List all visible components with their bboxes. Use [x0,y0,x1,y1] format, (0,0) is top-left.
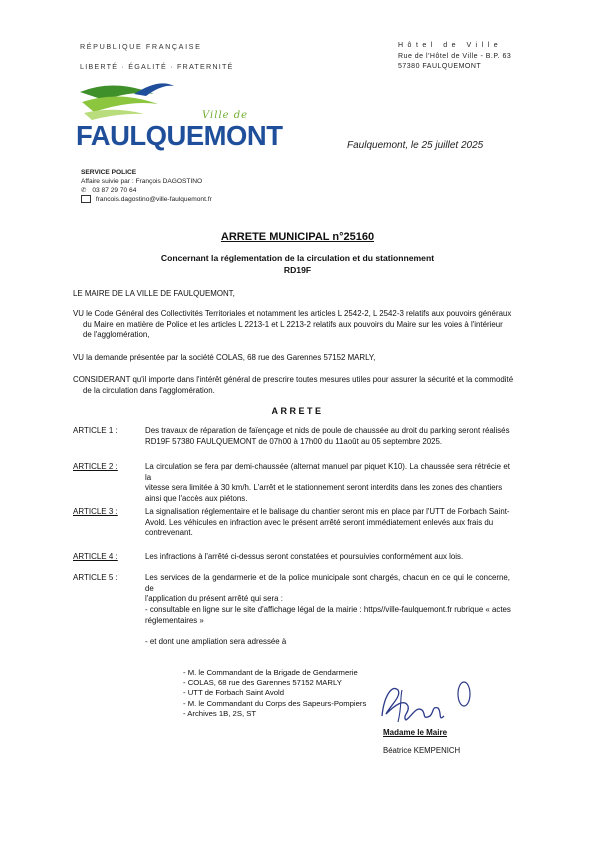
article-2-line: ainsi que l'accès aux piétons. [145,493,248,503]
article-2-label: ARTICLE 2 : [73,462,118,471]
phone-icon: ✆ [81,187,87,194]
recipient-item: - M. le Commandant de la Brigade de Gendarmerie [183,668,358,677]
article-1-label: ARTICLE 1 : [73,426,118,435]
article-5-consultation-line-2: réglementaires » [145,615,204,625]
article-4-text [145,552,510,563]
recipient-item: - COLAS, 68 rue des Garennes 57152 MARLY [183,678,342,688]
article-5-consultation-line-1: - consultable en ligne sur le site d'affichage légal de la mairie : https//ville-faulquemont.fr rubrique « actes [145,605,511,614]
logo-ville-de: Ville de [202,110,249,121]
service-phone: 03 87 29 70 64 [92,187,137,194]
article-1-line: Des travaux de réparation de faïençage et nids de poule de chaussée au droit du parking seront réalisés [145,426,510,435]
preamble-considerant-line-2: de la circulation dans l'agglomération. [83,385,215,395]
article-2-line: La circulation se fera par demi-chaussée (alternat manuel par piquet K10). La chaussée sera rétrécie et la [145,462,510,482]
article-3-line: contrevenant. [145,528,193,538]
article-3-line: La signalisation réglementaire et le balisage du chantier seront mis en place par l'UTT de Forbach Saint- [145,507,510,516]
preamble-vu-code-line-1: VU le Code Général des Collectivités Territoriales et notamment les articles L 2542-2, L 2542-3 relatifs aux pouvoirs généraux [73,309,512,318]
article-4-line: Les infractions à l'arrêté ci-dessus seront constatées et poursuivies conformément aux lois. [145,552,464,561]
arrete-heading: ARRETE [271,406,324,416]
signature-title: Madame le Maire [383,728,448,737]
republic-heading: RÉPUBLIQUE FRANÇAISE [80,42,202,51]
signature-name: Béatrice KEMPENICH [383,746,461,755]
article-5-consultation [145,605,525,626]
mairie-address-line-2: 57380 FAULQUEMONT [398,63,482,70]
preamble-considerant [73,375,528,396]
article-4-label: ARTICLE 4 : [73,552,118,561]
article-1-text [145,426,510,447]
mairie-title: Hôtel de Ville [398,42,503,49]
article-5-line: Les services de la gendarmerie et de la police municipale sont chargés, chacun en ce qui le concerne, de [145,573,510,593]
preamble-vu-code-line-3: de l'agglomération, [83,330,150,340]
mairie-address-line-1: Rue de l'Hôtel de Ville - B.P. 63 [398,52,512,60]
envelope-icon [81,195,91,203]
mairie-address-block [398,41,518,73]
service-email: francois.dagostino@ville-faulquemont.fr [95,196,212,203]
article-1-line: RD19F 57380 FAULQUEMONT de 07h00 à 17h00 du 11août au 05 septembre 2025. [145,436,443,446]
article-2-line: vitesse sera limitée à 30 km/h. L'arrêt et le stationnement seront interdits dans les zones des chantiers [145,483,503,493]
recipient-item: - UTT de Forbach Saint Avold [183,688,284,698]
service-name: SERVICE POLICE [81,169,137,176]
article-5-line: l'application du présent arrêté qui sera : [145,594,283,604]
service-followed-by: Affaire suivie par : François DAGOSTINO [81,178,203,185]
document-date: Faulquemont, le 25 juillet 2025 [347,140,484,151]
city-logo [74,80,283,160]
document-subtitle-line-2: RD19F [283,265,312,275]
article-5-label: ARTICLE 5 : [73,573,118,582]
service-block [81,168,212,204]
article-3-line: Avold. Les véhicules en infraction avec le présent arrêté seront immédiatement enlevés aux frais du [145,517,494,527]
article-5-text [145,573,510,605]
document-title: ARRETE MUNICIPAL n°25160 [220,231,375,243]
recipients-list [183,668,403,719]
handwritten-signature [372,676,482,734]
article-2-text [145,462,510,504]
logo-city-name: FAULQUEMONT [76,120,283,151]
article-5-ampliation: - et dont une ampliation sera adressée à [145,637,287,646]
preamble-vu-code-line-2: du Maire en matière de Police et les articles L 2213-1 et L 2213-2 relatifs aux pouvoirs du Maire sur les voies à l'intérieur [83,319,503,329]
recipient-item: - Archives 1B, 2S, ST [183,708,257,718]
republic-motto: LIBERTÉ · ÉGALITÉ · FRATERNITÉ [80,62,234,71]
preamble-vu-code [73,309,528,341]
article-3-label: ARTICLE 3 : [73,507,118,516]
preamble-vu-demande: VU la demande présentée par la société COLAS, 68 rue des Garennes 57152 MARLY, [73,353,376,362]
preamble-maire: LE MAIRE DE LA VILLE DE FAULQUEMONT, [73,289,235,298]
document-subtitle-line-1: Concernant la réglementation de la circulation et du stationnement [160,253,435,263]
recipient-item: - M. le Commandant du Corps des Sapeurs-Pompiers [183,698,367,708]
preamble-considerant-line-1: CONSIDERANT qu'il importe dans l'intérêt général de prescrire toutes mesures utiles pour assurer la sécurité et la commodité [73,375,514,384]
article-3-text [145,507,510,539]
